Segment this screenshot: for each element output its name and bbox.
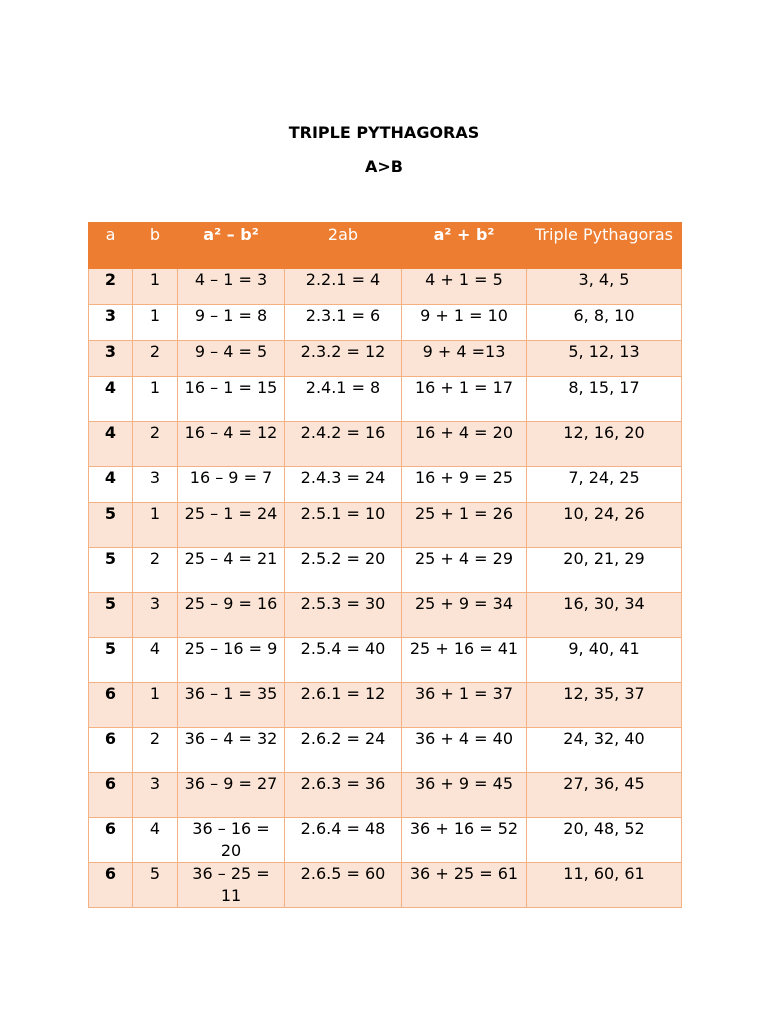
table-header-row xyxy=(89,223,682,269)
table-row xyxy=(89,422,682,467)
cell-b: 1 xyxy=(133,305,178,341)
cell-b: 4 xyxy=(133,638,178,683)
cell-2ab: 2.6.3 = 36 xyxy=(285,773,402,818)
cell-a: 3 xyxy=(89,305,133,341)
table-row xyxy=(89,341,682,377)
cell-sum-of-squares: 36 + 1 = 37 xyxy=(402,683,527,728)
cell-b: 5 xyxy=(133,863,178,908)
cell-difference-of-squares: 9 – 4 = 5 xyxy=(178,341,285,377)
cell-b: 3 xyxy=(133,467,178,503)
cell-triple: 12, 35, 37 xyxy=(527,683,682,728)
cell-sum-of-squares: 36 + 4 = 40 xyxy=(402,728,527,773)
column-header-2ab: 2ab xyxy=(285,223,402,269)
cell-sum-of-squares: 16 + 1 = 17 xyxy=(402,377,527,422)
cell-sum-of-squares: 25 + 9 = 34 xyxy=(402,593,527,638)
table-row xyxy=(89,593,682,638)
table-row xyxy=(89,503,682,548)
cell-2ab: 2.4.2 = 16 xyxy=(285,422,402,467)
cell-b: 2 xyxy=(133,341,178,377)
cell-b: 2 xyxy=(133,422,178,467)
cell-difference-of-squares: 4 – 1 = 3 xyxy=(178,269,285,305)
table-row xyxy=(89,683,682,728)
pythagorean-triples-table xyxy=(88,222,682,908)
cell-a: 5 xyxy=(89,548,133,593)
cell-2ab: 2.5.1 = 10 xyxy=(285,503,402,548)
cell-difference-of-squares: 36 – 25 = 11 xyxy=(178,863,285,908)
cell-difference-of-squares: 25 – 1 = 24 xyxy=(178,503,285,548)
cell-a: 5 xyxy=(89,638,133,683)
cell-b: 1 xyxy=(133,377,178,422)
cell-b: 1 xyxy=(133,269,178,305)
cell-a: 4 xyxy=(89,377,133,422)
cell-2ab: 2.5.4 = 40 xyxy=(285,638,402,683)
cell-sum-of-squares: 9 + 1 = 10 xyxy=(402,305,527,341)
cell-b: 1 xyxy=(133,503,178,548)
cell-sum-of-squares: 25 + 4 = 29 xyxy=(402,548,527,593)
cell-b: 2 xyxy=(133,548,178,593)
table-row xyxy=(89,773,682,818)
cell-2ab: 2.4.1 = 8 xyxy=(285,377,402,422)
cell-a: 6 xyxy=(89,683,133,728)
cell-difference-of-squares: 25 – 9 = 16 xyxy=(178,593,285,638)
cell-2ab: 2.3.2 = 12 xyxy=(285,341,402,377)
cell-b: 2 xyxy=(133,728,178,773)
cell-triple: 9, 40, 41 xyxy=(527,638,682,683)
cell-triple: 7, 24, 25 xyxy=(527,467,682,503)
cell-a: 3 xyxy=(89,341,133,377)
cell-triple: 8, 15, 17 xyxy=(527,377,682,422)
column-header-a: a xyxy=(89,223,133,269)
cell-2ab: 2.4.3 = 24 xyxy=(285,467,402,503)
cell-triple: 20, 48, 52 xyxy=(527,818,682,863)
cell-triple: 5, 12, 13 xyxy=(527,341,682,377)
cell-2ab: 2.6.1 = 12 xyxy=(285,683,402,728)
cell-sum-of-squares: 36 + 9 = 45 xyxy=(402,773,527,818)
cell-triple: 6, 8, 10 xyxy=(527,305,682,341)
table-row xyxy=(89,269,682,305)
table-row xyxy=(89,377,682,422)
cell-a: 5 xyxy=(89,593,133,638)
column-header-sum-of-squares: a² + b² xyxy=(402,223,527,269)
cell-difference-of-squares: 36 – 4 = 32 xyxy=(178,728,285,773)
cell-triple: 10, 24, 26 xyxy=(527,503,682,548)
page-title: TRIPLE PYTHAGORAS xyxy=(288,123,480,142)
cell-b: 3 xyxy=(133,593,178,638)
cell-2ab: 2.5.3 = 30 xyxy=(285,593,402,638)
cell-a: 6 xyxy=(89,728,133,773)
table-row xyxy=(89,638,682,683)
cell-sum-of-squares: 25 + 16 = 41 xyxy=(402,638,527,683)
cell-triple: 27, 36, 45 xyxy=(527,773,682,818)
cell-b: 4 xyxy=(133,818,178,863)
table-row xyxy=(89,818,682,863)
cell-difference-of-squares: 16 – 4 = 12 xyxy=(178,422,285,467)
column-header-difference-of-squares: a² – b² xyxy=(178,223,285,269)
cell-triple: 24, 32, 40 xyxy=(527,728,682,773)
cell-difference-of-squares: 25 – 16 = 9 xyxy=(178,638,285,683)
cell-2ab: 2.6.4 = 48 xyxy=(285,818,402,863)
cell-difference-of-squares: 16 – 9 = 7 xyxy=(178,467,285,503)
table-row xyxy=(89,467,682,503)
cell-triple: 16, 30, 34 xyxy=(527,593,682,638)
cell-sum-of-squares: 4 + 1 = 5 xyxy=(402,269,527,305)
cell-sum-of-squares: 36 + 16 = 52 xyxy=(402,818,527,863)
cell-difference-of-squares: 36 – 1 = 35 xyxy=(178,683,285,728)
cell-a: 6 xyxy=(89,863,133,908)
cell-sum-of-squares: 16 + 9 = 25 xyxy=(402,467,527,503)
cell-sum-of-squares: 25 + 1 = 26 xyxy=(402,503,527,548)
cell-2ab: 2.6.2 = 24 xyxy=(285,728,402,773)
cell-2ab: 2.3.1 = 6 xyxy=(285,305,402,341)
column-header-b: b xyxy=(133,223,178,269)
cell-a: 5 xyxy=(89,503,133,548)
cell-difference-of-squares: 36 – 9 = 27 xyxy=(178,773,285,818)
cell-a: 6 xyxy=(89,818,133,863)
column-header-triple: Triple Pythagoras xyxy=(527,223,682,269)
cell-2ab: 2.5.2 = 20 xyxy=(285,548,402,593)
cell-a: 4 xyxy=(89,422,133,467)
table-row xyxy=(89,863,682,908)
cell-2ab: 2.6.5 = 60 xyxy=(285,863,402,908)
cell-difference-of-squares: 9 – 1 = 8 xyxy=(178,305,285,341)
cell-sum-of-squares: 36 + 25 = 61 xyxy=(402,863,527,908)
cell-triple: 12, 16, 20 xyxy=(527,422,682,467)
table-row xyxy=(89,548,682,593)
cell-2ab: 2.2.1 = 4 xyxy=(285,269,402,305)
cell-b: 1 xyxy=(133,683,178,728)
cell-sum-of-squares: 16 + 4 = 20 xyxy=(402,422,527,467)
table-row xyxy=(89,305,682,341)
cell-triple: 20, 21, 29 xyxy=(527,548,682,593)
cell-triple: 11, 60, 61 xyxy=(527,863,682,908)
cell-a: 2 xyxy=(89,269,133,305)
table-row xyxy=(89,728,682,773)
cell-a: 4 xyxy=(89,467,133,503)
cell-a: 6 xyxy=(89,773,133,818)
cell-sum-of-squares: 9 + 4 =13 xyxy=(402,341,527,377)
page-subtitle: A>B xyxy=(365,157,403,176)
cell-difference-of-squares: 16 – 1 = 15 xyxy=(178,377,285,422)
cell-triple: 3, 4, 5 xyxy=(527,269,682,305)
cell-difference-of-squares: 36 – 16 = 20 xyxy=(178,818,285,863)
cell-difference-of-squares: 25 – 4 = 21 xyxy=(178,548,285,593)
cell-b: 3 xyxy=(133,773,178,818)
